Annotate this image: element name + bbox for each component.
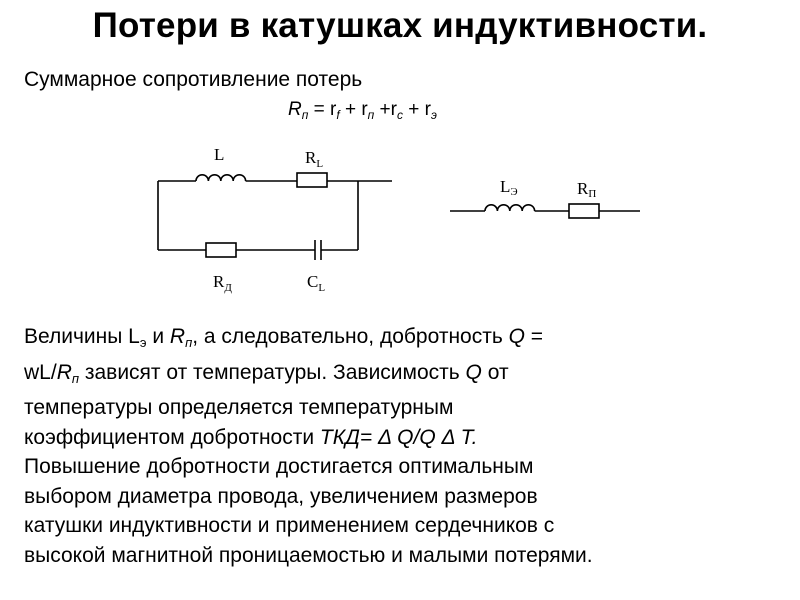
inductor-l-symbol — [196, 175, 246, 181]
formula-term4-sub: э — [430, 108, 437, 122]
formula-term3-sub: c — [396, 108, 403, 122]
body-line-2: $wL/R_п$ зависят от температуры. Зависимость Q от — [24, 360, 509, 386]
body-line-8: высокой магнитной проницаемостью и малыми потерями. — [24, 543, 593, 567]
label-rp: RП — [577, 179, 597, 200]
resistor-rp-symbol — [569, 204, 599, 218]
subtitle: Суммарное сопротивление потерь — [24, 68, 363, 91]
label-rl: $R_L$ — [305, 148, 324, 170]
body-line-6: выбором диаметра провода, увеличением размеров — [24, 484, 538, 508]
formula-term2-sub: п — [367, 108, 375, 122]
formula-eq: = r — [308, 99, 337, 120]
label-le: LЭ — [500, 177, 518, 198]
formula-plus2: +r — [374, 99, 397, 120]
formula-r: R — [288, 99, 302, 120]
label-l: L — [214, 145, 225, 164]
body-line-5: Повышение добротности достигается оптимальным — [24, 455, 534, 478]
resistor-rd-symbol — [206, 243, 236, 257]
body-paragraph — [24, 322, 784, 570]
formula-term1-sub: f — [336, 108, 340, 122]
formula-r-sub: п — [301, 108, 309, 122]
resistor-rl-symbol — [297, 173, 327, 187]
inductor-le-symbol — [485, 205, 535, 211]
body-line-7: катушки индуктивности и применением сердечников с — [24, 514, 555, 537]
body-line-1: Величины $L_э$ и $R_п$, а следовательно, добротность Q = — [24, 325, 544, 350]
body-line-4: коэффициентом добротности ТКД= Δ Q/Q Δ Т. — [24, 425, 478, 449]
page-title: Потери в катушках индуктивности. — [92, 6, 708, 45]
label-rd: $R_Д$ — [213, 272, 232, 294]
label-cl: $C_L$ — [307, 272, 326, 294]
body-line-3: температуры определяется температурным — [24, 396, 454, 419]
formula-plus1: + r — [339, 99, 368, 120]
formula-plus3: + r — [402, 99, 431, 120]
